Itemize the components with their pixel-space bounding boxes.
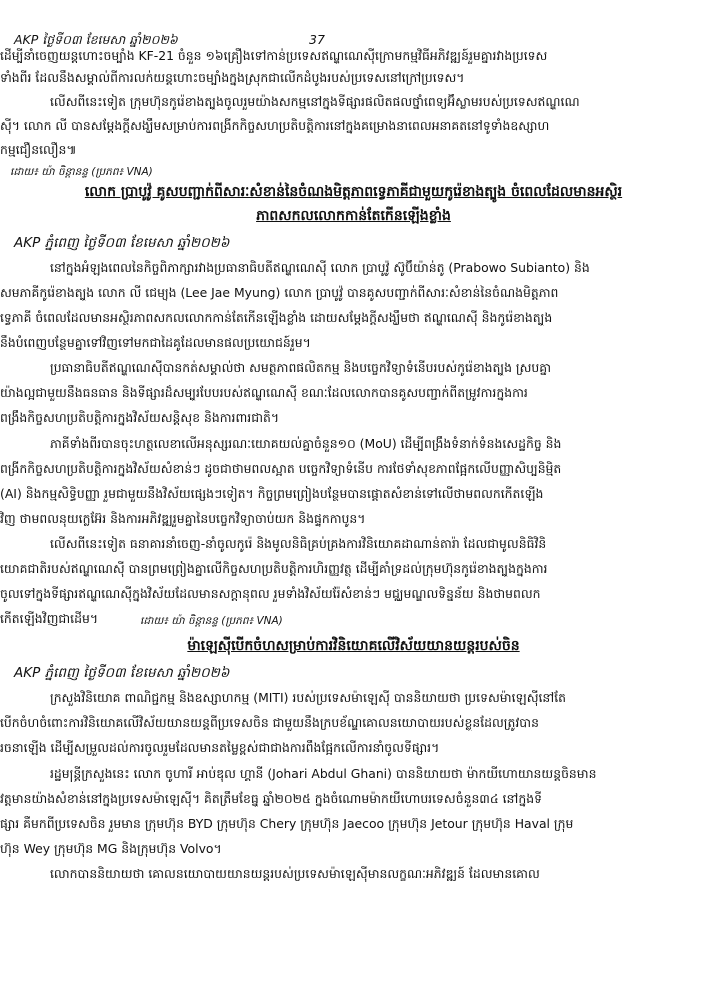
paragraph-line: បើកចំហចំពោះការវិនិយោគលើវិស័យយានយន្តពីប្រទេសចិន ជាមួយនឹងក្របខ័ណ្ឌគោលនយោបាយរបស់ខ្លួនដែលត្រូវបាន xyxy=(0,715,539,730)
paragraph-line: កើតឡើងវិញជាដើម។ xyxy=(0,611,99,626)
page-number: 37 xyxy=(309,32,325,47)
paragraph-line: វត្តមានយ៉ាងសំខាន់នៅក្នុងប្រទេសម៉ាឡេស៊ី។ គិតត្រឹមខែធ្នូ ឆ្នាំ២០២៥ ក្នុងចំណោមម៉ាកយីហោបរទេសចំនួន៣៤ នៅក្នុងទី xyxy=(0,791,542,806)
paragraph-line: ផ្សារ គឺមកពីប្រទេសចិន រួមមាន ក្រុមហ៊ុន BYD ក្រុមហ៊ុន Chery ក្រុមហ៊ុន Jaecoo ក្រុមហ៊ុន Jetour ក្រុមហ៊ុន Haval ក្រុម xyxy=(0,816,574,831)
article-title: លោក ប្រាបូវ៉ូ គូសបញ្ជាក់ពីសារៈសំខាន់នៃចំណងមិត្តភាពទ្វេភាគីជាមួយកូរ៉េខាងត្បូង ចំពេលដែលមានអស្ថិរ xyxy=(84,184,623,200)
paragraph-line: ពង្រីកកិច្ចសហប្រតិបត្តិការក្នុងវិស័យសំខាន់ៗ ដូចជាថាមពលស្អាត បច្ចេកវិទ្យាទំនើប ការថែទាំសុខភាពផ្អែកលើបញ្ញាសិប្បនិម្មិត xyxy=(0,461,562,476)
dateline: AKP ភ្នំពេញ ថ្ងៃទី០៣ ខែមេសា ឆ្នាំ២០២៦ xyxy=(14,235,230,251)
intro-line: ទាំងពីរ ដែលនឹងសម្គាល់ពីការលក់យន្តហោះចម្បាំងក្នុងស្រុកជាលើកដំបូងរបស់ប្រទេសនៅក្រៅប្រទេស។ xyxy=(0,70,465,85)
intro-line: ស៊ី។ លោក លី បានសម្តែងក្តីសង្ឃឹមសម្រាប់ការពង្រីកកិច្ចសហប្រតិបត្តិការនៅក្នុងគម្រោងនាពេលអនាគតនៅទូទាំងឧស្សាហ xyxy=(0,118,550,133)
article-title: ភាពសកលលោកកាន់តែកើនឡើងខ្លាំង xyxy=(256,208,451,224)
paragraph-line: លើសពីនេះទៀត ធនាគារនាំចេញ-នាំចូលកូរ៉េ និងមូលនិធិគ្រប់គ្រងការវិនិយោគដាណាន់តារ៉ា ដែលជាមូលនិធិវិនិ xyxy=(50,536,547,551)
paragraph-line: នឹងបំពេញបន្ថែមគ្នាទៅវិញទៅមកជាដៃគូដែលមានផលប្រយោជន៍រួម។ xyxy=(0,335,311,350)
paragraph-line: យ៉ាងល្អជាមួយនឹងធនធាន និងទីផ្សារដ៏សម្បូរបែបរបស់ឥណ្ឌូណេស៊ី ខណៈដែលលោកបានគូសបញ្ជាក់ពីតម្រូវការក្នុងការ xyxy=(0,385,528,400)
paragraph-line: ប្រធានាធិបតីឥណ្ឌូណេស៊ីបានកត់សម្គាល់ថា សមត្ថភាពផលិតកម្ម និងបច្ចេកវិទ្យាទំនើបរបស់កូរ៉េខាងត្បូង ស្របគ្នា xyxy=(50,360,552,375)
paragraph-line: វិញ ថាមពលនុយក្លេអ៊ែរ និងការអភិវឌ្ឍរួមគ្នានៃបច្ចេកវិទ្យាចាប់យក និងផ្ទុកកាបូន។ xyxy=(0,511,366,526)
paragraph-line: នៅក្នុងអំឡុងពេលនៃកិច្ចពិភាក្សារវាងប្រធានាធិបតីឥណ្ឌូណេស៊ី លោក ប្រាបូវ៉ូ ស៊ូប៊ីយ៉ាន់តូ (Prabowo Subianto) និង xyxy=(50,260,590,275)
paragraph-line: ពង្រឹងកិច្ចសហប្រតិបត្តិការក្នុងវិស័យសន្តិសុខ និងការពារជាតិ។ xyxy=(0,410,280,425)
byline: ដោយ៖ យ៉ា ចិន្តានន្ទ (ប្រភព៖ VNA) xyxy=(140,615,283,627)
paragraph-line: ចូលទៅក្នុងទីផ្សារឥណ្ឌូណេស៊ីក្នុងវិស័យដែលមានសក្តានុពល រួមទាំងវិស័យរ៉ែសំខាន់ៗ មជ្ឈមណ្ឌលទិន្នន័យ និងថាមពលក xyxy=(0,586,541,601)
paragraph-line: រចនាឡើង ដើម្បីសម្រួលដល់ការចូលរួមដែលមានតម្លៃខ្ពស់ជាជាងការពឹងផ្អែកលើការនាំចូលទីផ្សារ។ xyxy=(0,740,440,755)
intro-line: កម្មជឿនលឿន៕ xyxy=(0,142,77,157)
intro-line: លើសពីនេះទៀត ក្រុមហ៊ុនកូរ៉េខាងត្បូងចូលរួមយ៉ាងសកម្មនៅក្នុងទីផ្សារផលិតផលថ្នាំពេទ្យអ៊ីស្លាមរបស់ប្រទេសឥណ្ឌូណេ xyxy=(50,94,580,109)
byline: ដោយ៖ យ៉ា ចិន្តានន្ទ (ប្រភព៖ VNA) xyxy=(10,166,153,178)
paragraph-line: យោគជាតិរបស់ឥណ្ឌូណេស៊ី បានព្រមព្រៀងគ្នាលើកិច្ចសហប្រតិបត្តិការហិរញ្ញវត្ថុ ដើម្បីគាំទ្រដល់ក្រុមហ៊ុនកូរ៉េខាងត្បូងក្នុងការ xyxy=(0,561,548,576)
paragraph-line: ហ៊ុន Wey ក្រុមហ៊ុន MG និងក្រុមហ៊ុន Volvo។ xyxy=(0,841,222,856)
intro-line: ដើម្បីនាំចេញយន្តហោះចម្បាំង KF-21 ចំនួន ១៦គ្រឿងទៅកាន់ប្រទេសឥណ្ឌូណេស៊ីក្រោមកម្មវិធីអភិវឌ្ឍន៍រួមគ្នារវាងប្រទេស xyxy=(0,48,548,63)
paragraph-line: រដ្ឋមន្ត្រីក្រសួងនេះ លោក ចូហារី អាប់ឌុល ហ្គានី (Johari Abdul Ghani) បាននិយាយថា ម៉ាកយីហោយានយន្តចិនមាន xyxy=(50,766,597,781)
paragraph-line: ទ្វេភាគី ចំពេលដែលមានអស្ថិរភាពសកលលោកកាន់តែកើនឡើងខ្លាំង ដោយសម្តែងក្តីសង្ឃឹមថា ឥណ្ឌូណេស៊ី និងកូរ៉េខាងត្បូង xyxy=(0,310,553,325)
paragraph-line: (AI) និងកម្មសិទ្ធិបញ្ញា រួមជាមួយនឹងវិស័យផ្សេងៗទៀត។ កិច្ចព្រមព្រៀងបន្ថែមបានផ្តោតសំខាន់ទៅលើថាមពលកកើតឡើង xyxy=(0,486,544,501)
article-title: ម៉ាឡេស៊ីបើកចំហសម្រាប់ការវិនិយោគលើវិស័យយានយន្តរបស់ចិន xyxy=(187,638,520,654)
paragraph-line: ភាគីទាំងពីរបានចុះហត្ថលេខាលើអនុស្សរណៈយោគយល់គ្នាចំនួន១០ (MoU) ដើម្បីពង្រឹងទំនាក់ទំនងសេដ្ឋកិច្ច និង xyxy=(50,436,562,451)
dateline: AKP ភ្នំពេញ ថ្ងៃទី០៣ ខែមេសា ឆ្នាំ២០២៦ xyxy=(14,665,230,681)
paragraph-line: សមភាគីកូរ៉េខាងត្បូង លោក លី ជេម្យុង (Lee Jae Myung) លោក ប្រាបូវ៉ូ បានគូសបញ្ជាក់ពីសារៈសំខាន់នៃចំណងមិត្តភាព xyxy=(0,285,559,300)
paragraph-line: ក្រសួងវិនិយោគ ពាណិជ្ជកម្ម និងឧស្សាហកម្ម (MITI) របស់ប្រទេសម៉ាឡេស៊ី បាននិយាយថា ប្រទេសម៉ាឡេស៊ីនៅតែ xyxy=(50,690,567,705)
paragraph-line: លោកបាននិយាយថា គោលនយោបាយយានយន្តរបស់ប្រទេសម៉ាឡេស៊ីមានលក្ខណៈអភិវឌ្ឍន៍ ដែលមានគោល xyxy=(50,866,540,881)
header-date: AKP ថ្ងៃទី០៣ ខែមេសា ឆ្នាំ២០២៦ xyxy=(14,32,178,47)
